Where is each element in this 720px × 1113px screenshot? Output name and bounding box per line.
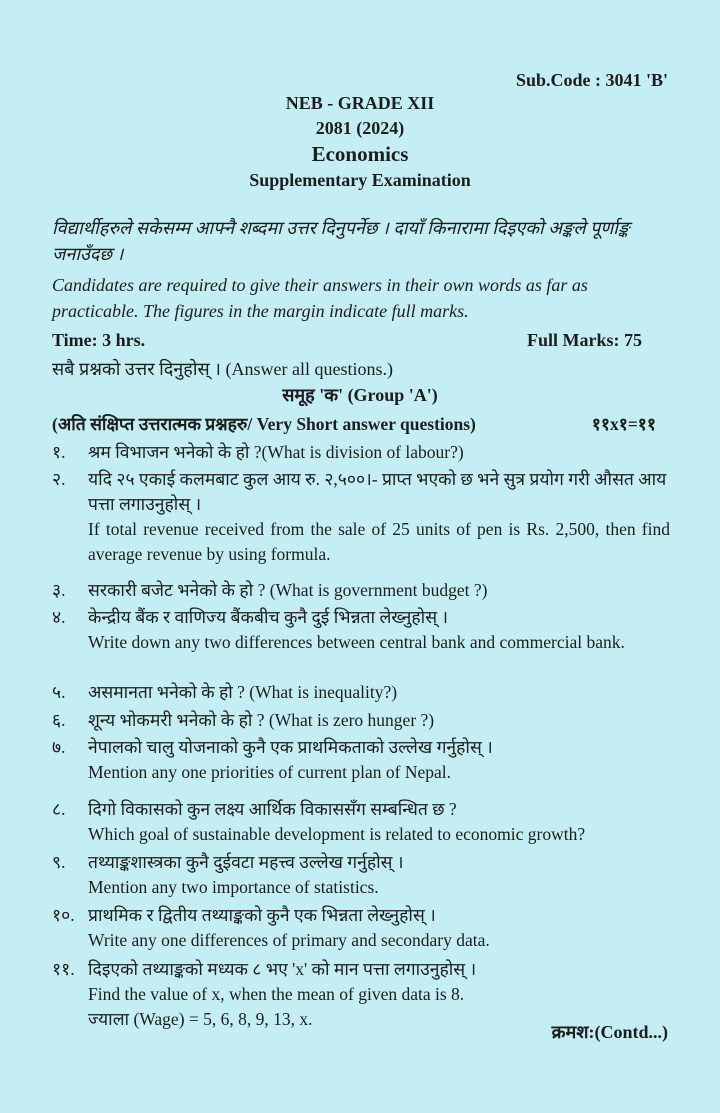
question-text: [88, 708, 670, 733]
question-number: ११.: [52, 959, 75, 979]
board-title: NEB - GRADE XII: [285, 93, 435, 113]
answer-all-instruction: सबै प्रश्नको उत्तर दिनुहोस् । (Answer all questions.): [52, 359, 393, 379]
question-number: १०.: [52, 905, 75, 925]
full-marks: Full Marks: 75: [527, 330, 642, 350]
question-text: [88, 578, 670, 603]
question-english: Find the value of x, when the mean of given data is 8.: [88, 984, 465, 1004]
question-number: ३.: [52, 580, 66, 600]
instructions-english: Candidates are required to give their answers in their own words as far as practicable. The figures in the margin indicate full marks.: [52, 275, 588, 321]
question-nepali: केन्द्रीय बैंक र वाणिज्य बैंकबीच कुनै दुई भिन्नता लेख्नुहोस् ।: [88, 607, 449, 627]
section-title: (अति संक्षिप्त उत्तरात्मक प्रश्नहरु/ Very Short answer questions): [52, 414, 476, 434]
subject-title: Economics: [311, 142, 409, 166]
question-number: ९.: [52, 852, 66, 872]
section-marks: ११x१=११: [591, 414, 656, 434]
question-data: ज्याला (Wage) = 5, 6, 8, 9, 13, x.: [88, 1009, 313, 1029]
question-english: Mention any two importance of statistics.: [88, 877, 379, 897]
question-english: If total revenue received from the sale of 25 units of pen is Rs. 2,500, then find average revenue by using formula.: [88, 519, 670, 564]
question-number: ४.: [52, 607, 66, 627]
question-nepali: सरकारी बजेट भनेको के हो ? (What is government budget ?): [88, 580, 488, 600]
question-number: ८.: [52, 799, 66, 819]
question-text: [88, 903, 670, 953]
question-nepali: यदि २५ एकाई कलमबाट कुल आय रु. २,५००।- प्राप्त भएको छ भने सुत्र प्रयोग गरी औसत आय पत्ता लगाउनुहोस् ।: [88, 469, 667, 514]
time-allowed: Time: 3 hrs.: [52, 330, 146, 350]
question-nepali: दिगो विकासको कुन लक्ष्य आर्थिक विकाससँग सम्बन्धित छ ?: [88, 799, 457, 819]
exam-type: Supplementary Examination: [249, 170, 471, 190]
section-heading: [52, 412, 670, 436]
question-text: [88, 467, 670, 567]
subject-code: Sub.Code : 3041 'B': [515, 70, 668, 90]
question-nepali: तथ्याङ्कशास्त्रका कुनै दुईवटा महत्त्व उल्लेख गर्नुहोस् ।: [88, 852, 404, 872]
question-english: Write down any two differences between central bank and commercial bank.: [88, 632, 625, 652]
group-heading: समूह 'क' (Group 'A'): [282, 385, 438, 405]
question-text: [88, 735, 670, 785]
question-english: Which goal of sustainable development is related to economic growth?: [88, 824, 586, 844]
question-english: Write any one differences of primary and secondary data.: [88, 930, 490, 950]
question-number: ५.: [52, 682, 66, 702]
question-english: Mention any one priorities of current plan of Nepal.: [88, 762, 452, 782]
continued-note: क्रमश:(Contd...): [551, 1022, 668, 1042]
exam-year: 2081 (2024): [315, 118, 405, 138]
question-number: ७.: [52, 737, 66, 757]
question-nepali: श्रम विभाजन भनेको के हो ?(What is division of labour?): [88, 442, 464, 462]
question-number: २.: [52, 469, 66, 489]
question-text: [88, 440, 670, 465]
instructions-nepali: विद्यार्थीहरुले सकेसम्म आफ्नै शब्दमा उत्तर दिनुपर्नेछ । दायाँ किनारामा दिइएको अङ्कले पूर्णाङ्क जनाउँदछ ।: [52, 218, 630, 264]
question-nepali: असमानता भनेको के हो ? (What is inequality?): [88, 682, 398, 702]
question-text: [88, 797, 670, 847]
question-nepali: शून्य भोकमरी भनेको के हो ? (What is zero hunger ?): [88, 710, 435, 730]
question-text: [88, 850, 670, 900]
question-text: [88, 680, 670, 705]
question-number: १.: [52, 442, 66, 462]
question-text: [88, 605, 670, 655]
question-nepali: नेपालको चालु योजनाको कुनै एक प्राथमिकताको उल्लेख गर्नुहोस् ।: [88, 737, 493, 757]
question-nepali: प्राथमिक र द्वितीय तथ्याङ्कको कुनै एक भिन्नता लेख्नुहोस् ।: [88, 905, 436, 925]
question-nepali: दिइएको तथ्याङ्कको मध्यक ८ भए 'x' को मान पत्ता लगाउनुहोस् ।: [88, 959, 477, 979]
question-number: ६.: [52, 710, 66, 730]
